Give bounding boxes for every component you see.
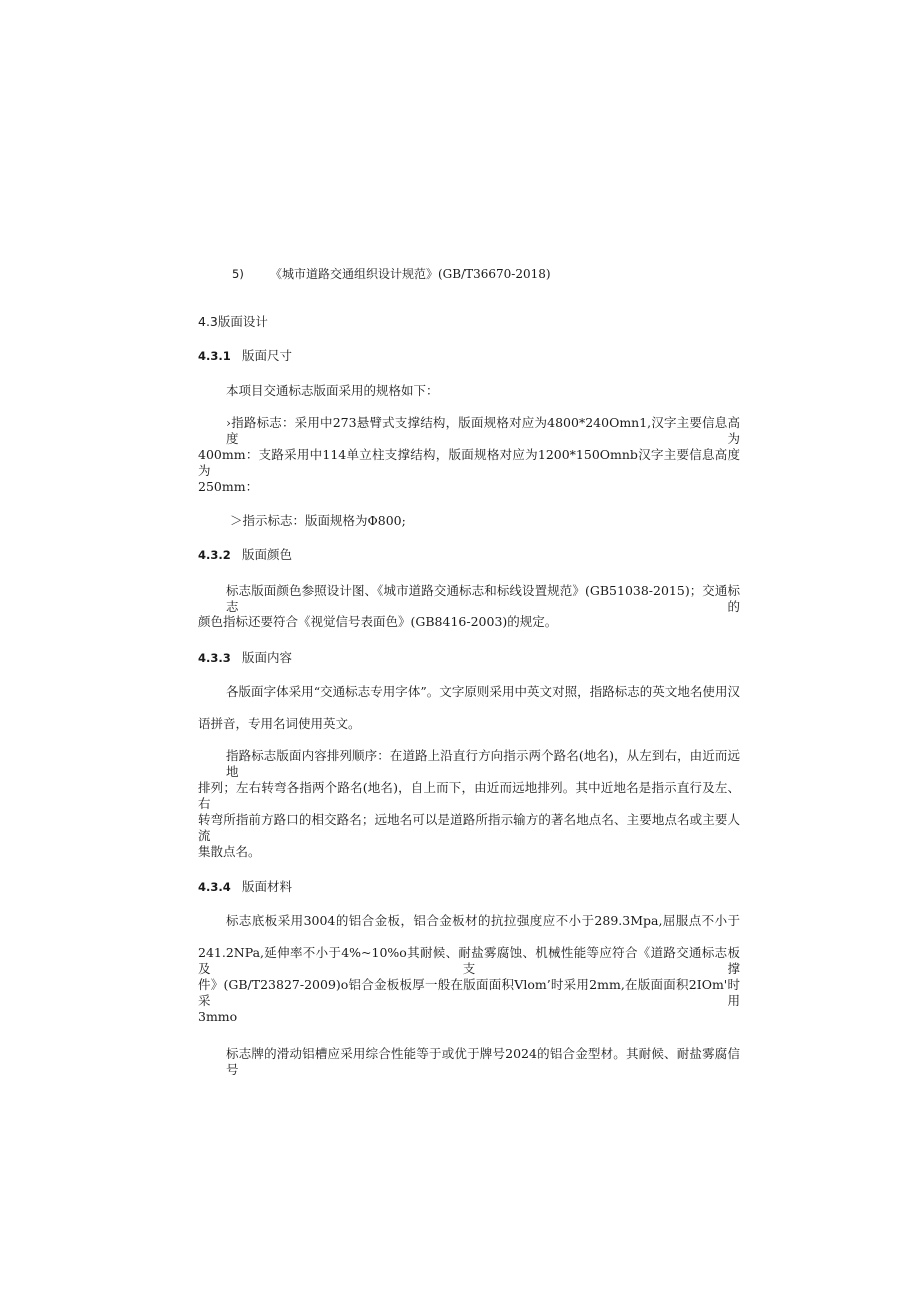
paragraph-431-intro: 本项目交通标志版面采用的规格如下： [226,383,439,398]
subsection-title-432: 版面颜色 [242,547,293,562]
paragraph-434-p1-line3: 件》(GB/T23827-2009)o铝合金板板厚一般在版面面积Vlom’时采用2mm,在版面面积2IOm'时采用 [198,977,740,1008]
paragraph-432-line2: 颜色指标还要符合《视觉信号表面色》(GB8416-2003)的规定。 [198,614,558,629]
subsection-number-434: 4.3.4 [198,880,231,894]
paragraph-433-p2-line2: 排列；左右转弯各指两个路名(地名)，自上而下，由近而远地排列。其中近地名是指示直行及左、右 [198,780,740,811]
paragraph-434-p1-line2: 241.2NPa,延伸率不小于4%~10%o其耐候、耐盐雾腐蚀、机械性能等应符合《道路交通标志板及支撑 [198,945,740,976]
reference-item-number: 5) [232,267,244,281]
section-heading: 4.3版面设计 [198,314,268,329]
paragraph-434-p1-line4: 3mmo [198,1009,238,1024]
subsection-title-433: 版面内容 [242,650,293,665]
paragraph-431-item2: ＞指示标志：版面规格为Φ800; [230,513,406,528]
paragraph-431-item1-line1: ›指路标志：采用中273悬臂式支撑结构，版面规格对应为4800*240Omn1,汉字主要信息高度为 [226,415,740,446]
paragraph-433-p1-line2: 语拼音，专用名词使用英文。 [198,716,361,731]
subsection-title-434: 版面材料 [242,879,293,894]
paragraph-431-item1-line2: 400mm：支路采用中114单立柱支撑结构，版面规格对应为1200*150Omnb汉字主要信息高度为 [198,447,740,478]
subsection-number-433: 4.3.3 [198,651,231,665]
paragraph-433-p1-line1: 各版面字体采用“交通标志专用字体”。文字原则采用中英文对照，指路标志的英文地名使用汉 [226,684,740,699]
paragraph-431-item1-line3: 250mm： [198,479,259,494]
reference-item-text: 《城市道路交通组织设计规范》(GB/T36670-2018) [270,267,551,281]
paragraph-432-line1: 标志版面颜色参照设计图、《城市道路交通标志和标线设置规范》(GB51038-2015)；交通标志的 [226,583,740,614]
subsection-title-431: 版面尺寸 [242,348,293,363]
paragraph-434-p1-line1: 标志底板采用3004的铝合金板，铝合金板材的抗拉强度应不小于289.3Mpa,屈服点不小于 [226,913,740,928]
paragraph-433-p2-line4: 集散点名。 [198,844,261,859]
paragraph-433-p2-line1: 指路标志版面内容排列顺序：在道路上沿直行方向指示两个路名(地名)，从左到右，由近而远地 [226,748,740,779]
subsection-number-432: 4.3.2 [198,548,231,562]
paragraph-434-p2-line1: 标志牌的滑动铝槽应采用综合性能等于或优于牌号2024的铝合金型材。其耐候、耐盐雾腐信号 [226,1046,740,1077]
subsection-number-431: 4.3.1 [198,349,231,363]
paragraph-433-p2-line3: 转弯所指前方路口的相交路名；远地名可以是道路所指示输方的著名地点名、主要地点名或主要人流 [198,812,740,843]
